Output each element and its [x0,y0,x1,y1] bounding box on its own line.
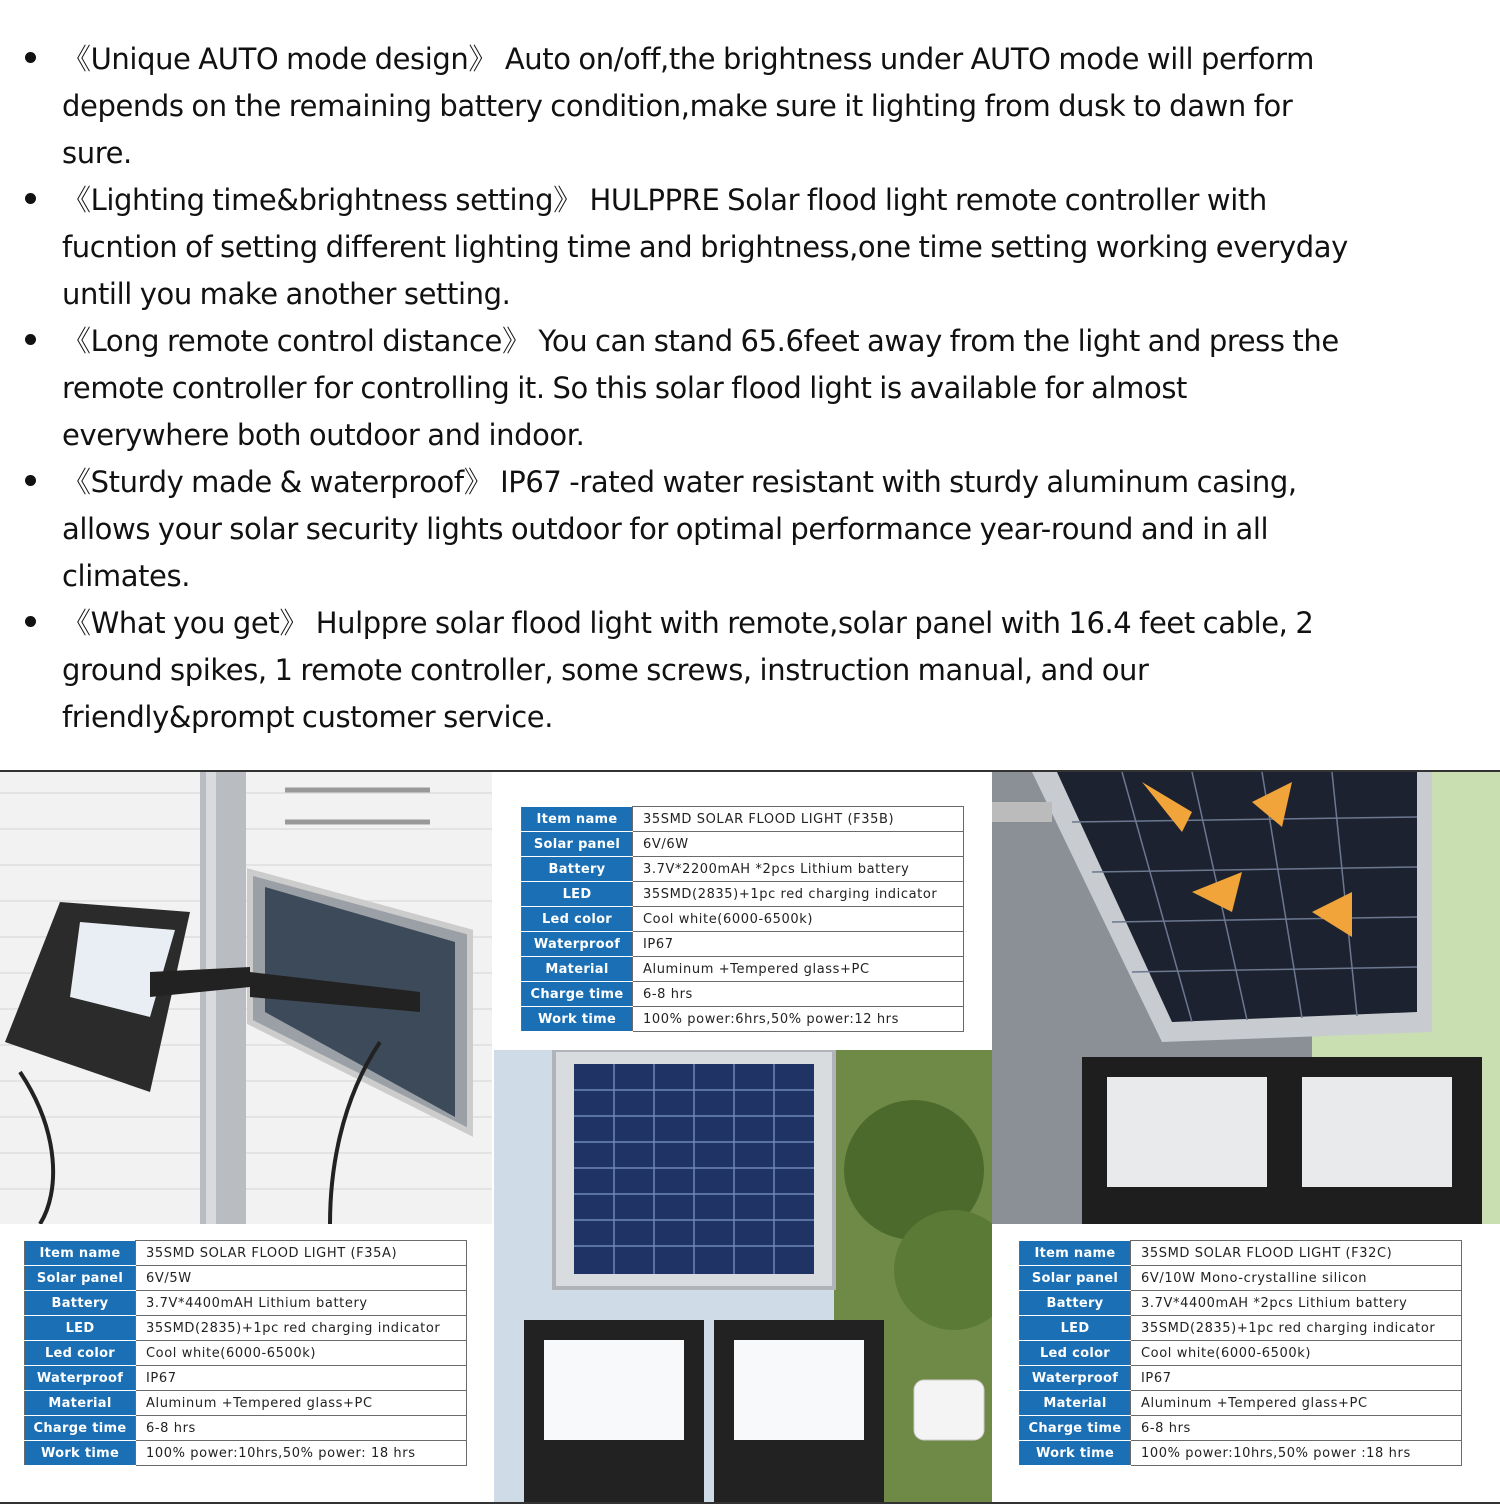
spec-value: 3.7V*4400mAH Lithium battery [136,1291,467,1316]
table-row [1020,1391,1462,1416]
spec-label: Battery [1020,1291,1131,1316]
spec-value: 35SMD SOLAR FLOOD LIGHT (F35A) [136,1241,467,1266]
spec-label: Item name [25,1241,136,1266]
table-row [1020,1441,1462,1466]
spec-label: Work time [1020,1441,1131,1466]
bullet-dot [25,52,36,63]
table-row [25,1416,467,1441]
spec-label: Work time [522,1007,633,1032]
bullet-dot [25,616,36,627]
spec-value: IP67 [136,1366,467,1391]
product-comparison-banner [0,770,1500,1504]
table-row [522,857,964,882]
spec-value: 6-8 hrs [136,1416,467,1441]
spec-value: 6V/6W [633,832,964,857]
spec-value: Cool white(6000-6500k) [136,1341,467,1366]
spec-value: IP67 [633,932,964,957]
spec-label: Charge time [1020,1416,1131,1441]
spec-value: 35SMD(2835)+1pc red charging indicator [633,882,964,907]
spec-value: 3.7V*2200mAH *2pcs Lithium battery [633,857,964,882]
spec-label: LED [1020,1316,1131,1341]
spec-label: Led color [522,907,633,932]
spec-value: Aluminum +Tempered glass+PC [136,1391,467,1416]
spec-label: Item name [1020,1241,1131,1266]
bullet-text: 《Sturdy made & waterproof》 IP67 -rated water resistant with sturdy aluminum casing, allows your solar security lights outdoor for optimal performance year-round and in all climates. [62,465,1297,593]
product-photo-dual-lights [494,1050,992,1502]
table-row [522,957,964,982]
spec-value: IP67 [1131,1366,1462,1391]
spec-value: 100% power:10hrs,50% power :18 hrs [1131,1441,1462,1466]
table-row [25,1266,467,1291]
spec-value: 6-8 hrs [1131,1416,1462,1441]
table-row [522,882,964,907]
table-row [25,1391,467,1416]
table-row [25,1341,467,1366]
bullet-dot [25,193,36,204]
spec-table-f32c [1019,1240,1462,1466]
table-row [522,832,964,857]
spec-label: Waterproof [25,1366,136,1391]
spec-label: Solar panel [522,832,633,857]
spec-value: 35SMD SOLAR FLOOD LIGHT (F32C) [1131,1241,1462,1266]
spec-label: Battery [25,1291,136,1316]
table-row [1020,1316,1462,1341]
spec-label: Waterproof [1020,1366,1131,1391]
table-row [25,1366,467,1391]
spec-table-f35a [24,1240,467,1466]
spec-label: Battery [522,857,633,882]
table-row [25,1441,467,1466]
product-photo-pole-mount [0,772,492,1224]
spec-value: 100% power:6hrs,50% power:12 hrs [633,1007,964,1032]
table-row [25,1316,467,1341]
spec-label: Item name [522,807,633,832]
spec-label: Charge time [522,982,633,1007]
spec-label: LED [25,1316,136,1341]
spec-label: Work time [25,1441,136,1466]
table-row [25,1241,467,1266]
spec-value: 100% power:10hrs,50% power: 18 hrs [136,1441,467,1466]
spec-label: Material [25,1391,136,1416]
bullet-dot [25,475,36,486]
table-row [522,907,964,932]
table-row [522,1007,964,1032]
spec-value: 6V/10W Mono-crystalline silicon [1131,1266,1462,1291]
table-row [522,932,964,957]
bullet-text: 《Unique AUTO mode design》 Auto on/off,the brightness under AUTO mode will perform depends on the remaining battery condition,make sure it lighting from dusk to dawn for sure. [62,42,1314,170]
bullet-text: 《Long remote control distance》 You can stand 65.6feet away from the light and press the remote controller for controlling it. So this solar flood light is available for almost everywhere both outdoor and indoor. [62,324,1339,452]
table-row [1020,1266,1462,1291]
table-row [1020,1241,1462,1266]
table-row [1020,1366,1462,1391]
spec-label: Led color [25,1341,136,1366]
dual-lights-illustration [494,1050,992,1502]
spec-label: Charge time [25,1416,136,1441]
bullet-dot [25,334,36,345]
solar-panel-illustration [992,772,1500,1224]
spec-value: 35SMD SOLAR FLOOD LIGHT (F35B) [633,807,964,832]
spec-label: Material [1020,1391,1131,1416]
spec-value: Aluminum +Tempered glass+PC [633,957,964,982]
product-photo-solar-panel [992,772,1500,1224]
pole-mount-illustration [0,772,492,1224]
spec-label: Waterproof [522,932,633,957]
table-row [1020,1416,1462,1441]
spec-value: 35SMD(2835)+1pc red charging indicator [1131,1316,1462,1341]
spec-value: Aluminum +Tempered glass+PC [1131,1391,1462,1416]
table-row [522,982,964,1007]
spec-value: Cool white(6000-6500k) [633,907,964,932]
spec-value: 35SMD(2835)+1pc red charging indicator [136,1316,467,1341]
spec-value: 6-8 hrs [633,982,964,1007]
bullet-text: 《What you get》 Hulppre solar flood light with remote,solar panel with 16.4 feet cable, 2 ground spikes, 1 remote controller, some screws, instruction manual, and our friendly&prompt customer service. [62,606,1314,734]
table-row [1020,1341,1462,1366]
spec-label: Solar panel [1020,1266,1131,1291]
bullet-text: 《Lighting time&brightness setting》 HULPPRE Solar flood light remote controller with fucntion of setting different lighting time and brightness,one time setting working everyday untill you make another setting. [62,183,1348,311]
spec-label: Led color [1020,1341,1131,1366]
spec-label: Material [522,957,633,982]
table-row [522,807,964,832]
spec-value: Cool white(6000-6500k) [1131,1341,1462,1366]
spec-value: 6V/5W [136,1266,467,1291]
spec-label: LED [522,882,633,907]
spec-value: 3.7V*4400mAH *2pcs Lithium battery [1131,1291,1462,1316]
table-row [1020,1291,1462,1316]
spec-label: Solar panel [25,1266,136,1291]
spec-table-f35b [521,806,964,1032]
table-row [25,1291,467,1316]
